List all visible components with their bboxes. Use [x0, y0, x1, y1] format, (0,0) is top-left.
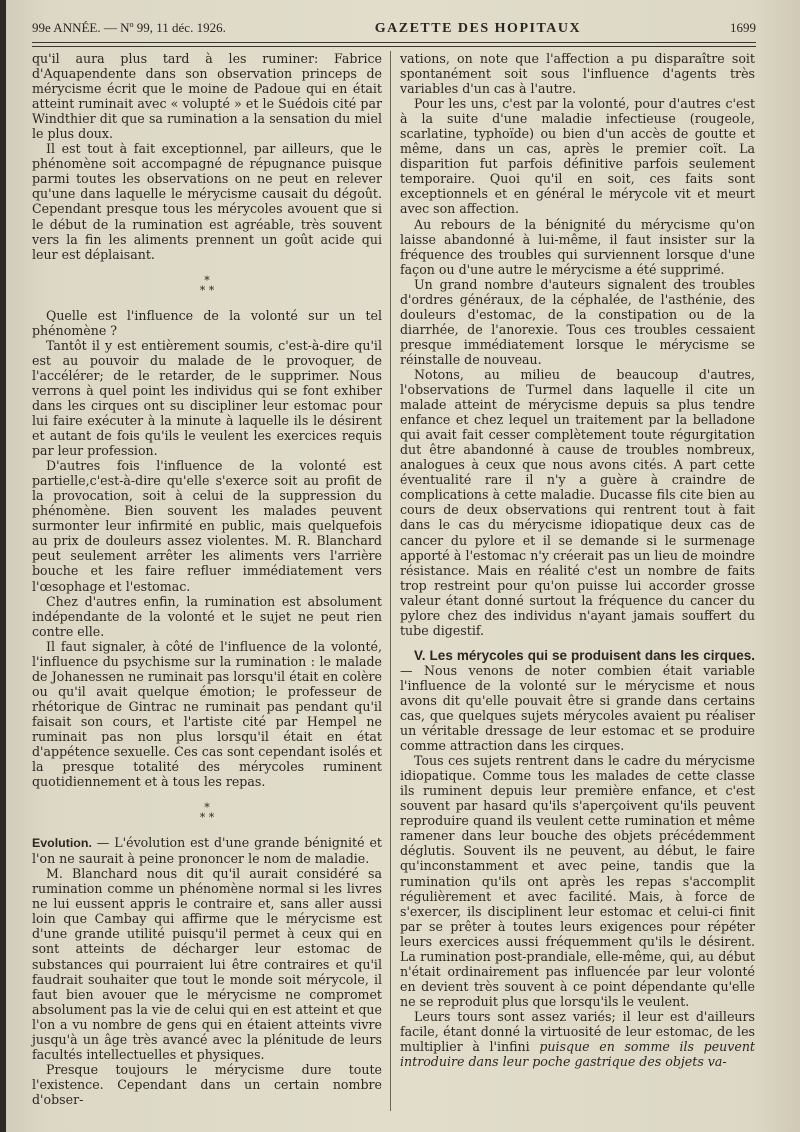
paragraph: D'autres fois l'influence de la volonté est partielle,c'est-à-dire qu'elle s'exerce soit au profit de la provocation, soit à celui de la suppression du phénomène. Bien souvent les malades peuvent surmonter leur infirmité en public, mais quelquefois au prix de douleurs assez violentes. M. R. Blanchard peut seulement arrêter les aliments vers l'arrière bouche et les faire refluer immédiatement vers l'œsophage et l'estomac.: [32, 458, 382, 594]
paragraph: M. Blanchard nous dit qu'il aurait considéré sa rumination comme un phénomène normal si les livres ne lui eussent appris le contraire et, sans aller aussi loin que Cambay qui affirme que le mérycisme est d'une grande utilité puisqu'il permet à ceux qui en sont atteints de décharger leur estomac de substances qui pourraient lui être contraires et qu'il faudrait souhaiter que tout le monde soit mérycole, il faut bien avouer que le mérycisme ne compromet absolument pas la vie de celui qui en est atteint et que l'on a vu nombre de gens qui en étaient atteints vivre jusqu'à un âge très avancé avec la plénitude de leurs facultés intellectuelles et physiques.: [32, 866, 382, 1062]
left-column: [32, 51, 391, 1111]
issue-info: 99e ANNÉE. — Nº 99, 11 déc. 1926.: [32, 20, 226, 35]
paragraph-evolution: Evolution. — L'évolution est d'une grande bénignité et l'on ne saurait à peine prononcer le nom de maladie.: [32, 835, 382, 867]
paragraph: Presque toujours le mérycisme dure toute l'existence. Cependant dans un certain nombre d'obser-: [32, 1061, 382, 1107]
section-separator: * * *: [199, 273, 215, 297]
paragraph: Pour les uns, c'est par la volonté, pour d'autres c'est à la suite d'une maladie infectieuse (rougeole, scarlatine, typhoïde) ou bien d'un accès de goutte et même, dans un cas, après le premier coït. La disparition fut parfois définitive parfois seulement temporaire. Quoi qu'il en soit, ces faits sont exceptionnels et en général le mérycole vit et meurt avec son affection.: [400, 96, 755, 217]
paragraph: Leurs tours sont assez variés; il leur est d'ailleurs facile, étant donné la virtuosité de leur estomac, de les multiplier à l'infini puisque en somme ils peuvent introduire dans leur poche gastrique des objets va-: [400, 1008, 755, 1070]
paragraph: Tantôt il y est entièrement soumis, c'est-à-dire qu'il est au pouvoir du malade de le provoquer, de l'accélérer; de le retarder, de le supprimer. Nous verrons à quel point les individus qui se font exhiber dans les cirques ont su discipliner leur estomac pour lui faire exécuter à la minute à laquelle ils le désirent et autant de fois qu'ils le veulent les exercices requis par leur profession.: [32, 337, 382, 459]
page-number: 1699: [729, 20, 756, 35]
running-head: [32, 20, 756, 43]
paragraph: Chez d'autres enfin, la rumination est absolument indépendante de la volonté et le sujet ne peut rien contre elle.: [32, 593, 382, 639]
paragraph: qu'il aura plus tard à les ruminer: Fabrice d'Aquapendente dans son observation princeps de mérycisme écrit que le moine de Padoue qui en était atteint ruminait avec « volupté » et le Suédois cité par Windthier dit que sa rumination a la sensation du miel le plus doux.: [32, 51, 382, 142]
paragraph: Un grand nombre d'auteurs signalent des troubles d'ordres généraux, de la céphalée, de l'asthénie, des douleurs d'estomac, de la constipation ou de la diarrhée, de l'anorexie. Tous ces troubles cessaient presque immédiatement lorsque le mérycisme se réinstalle de nouveau.: [400, 276, 755, 367]
run-in-heading: Evolution.: [32, 836, 92, 851]
section-heading: V. Les mérycoles qui se produisent dans les cirques.: [414, 647, 755, 663]
paragraph: Tous ces sujets rentrent dans le cadre du mérycisme idiopatique. Comme tous les malades de cette classe ils ruminent depuis leur première enfance, et c'est souvent par hasard qu'ils s'aperçoivent qu'ils peuvent reproduire quand ils veulent cette rumination et même ramener dans leur bouche des objets précédemment déglutis. Souvent ils ne peuvent, au début, le faire qu'inconstamment et avec peine, tandis que la rumination qu'ils ont après les repas s'accomplit régulièrement et avec facilité. Mais, à force de s'exercer, ils disciplinent leur estomac et celui-ci finit par se prêter à toutes leurs exigences pour répéter leurs exercices aussi fréquemment qu'ils le désirent. La rumination post-prandiale, elle-même, qui, au début n'était ordinairement pas influencée par leur volonté en devient très souvent à ce point dépendante qu'elle ne se reproduit plus que lorsqu'ils le veulent.: [400, 753, 755, 1009]
paragraph-section-v: V. Les mérycoles qui se produisent dans les cirques. — Nous venons de noter combien était variable l'influence de la volonté sur le mérycisme et nous avons dit qu'elle pouvait être si grande dans certains cas, que quelques sujets mérycoles avaient pu réaliser un véritable dressage de leur estomac et se produire comme attraction dans les cirques.: [400, 647, 755, 754]
journal-title: GAZETTE DES HOPITAUX: [374, 21, 582, 36]
paragraph: Il faut signaler, à côté de l'influence de la volonté, l'influence du psychisme sur la rumination : le malade de Johanessen ne ruminait pas lorsqu'il était en colère ou qu'il avait quelque émotion; le professeur de rhétorique de Gintrac ne ruminait pas pendant qu'il faisait son cours, et l'artiste cité par Hempel ne ruminait pas non plus lorsqu'il était en état d'appétence sexuelle. Ces cas sont cependant isolés et la presque totalité des mérycoles ruminent quotidiennement et à tous les repas.: [32, 638, 382, 790]
header-rule: [32, 43, 756, 47]
spacer: [400, 638, 755, 648]
section-separator: * * *: [199, 801, 215, 825]
text-columns: [32, 51, 756, 1111]
binding-edge: [0, 0, 6, 1132]
paragraph: Quelle est l'influence de la volonté sur un tel phénomène ?: [32, 307, 382, 338]
paragraph: Il est tout à fait exceptionnel, par ailleurs, que le phénomène soit accompagné de répugnance puisque parmi toutes les observations on ne peut en relever qu'une dans laquelle le mérycisme causait du dégoût. Cependant presque tous les mérycoles avouent que si le début de la rumination est agréable, très souvent vers la fin les aliments prennent un goût acide qui leur est déplaisant.: [32, 141, 382, 262]
paragraph: vations, on note que l'affection a pu disparaître soit spontanément soit sous l'influence d'agents très variables d'un cas à l'autre.: [400, 51, 755, 97]
italic-text: puisque en somme ils peuvent introduire dans leur poche gastrique des objets va-: [400, 1039, 755, 1070]
paragraph: Notons, au milieu de beaucoup d'autres, l'observations de Turmel dans laquelle il cite un malade atteint de mérycisme depuis sa plus tendre enfance et chez lequel un traitement par la belladone qui avait fait cesser complètement toute régurgitation dut être abandonné à cause de troubles nombreux, analogues à ceux que nous avons cités. A part cette éventualité rare il n'y a guère à craindre de complications à cette maladie. Ducasse fils cite bien au cours de deux observations qui rentrent tout à fait dans le cas du mérycisme idiopatique deux cas de cancer du pylore et il se demande si le surmenage apporté à l'estomac n'y créerait pas un lieu de moindre résistance. Mais en réalité c'est un nombre de faits trop restreint pour qu'on puisse lui accorder grosse valeur étant donné surtout la fréquence du cancer du pylore chez des individus n'ayant jamais souffert du tube digestif.: [400, 366, 755, 638]
paragraph: Au rebours de la bénignité du mérycisme qu'on laisse abandonné à lui-même, il faut insister sur la fréquence des troubles qui surviennent lorsque d'une façon ou d'une autre le mérycisme a été supprimé.: [400, 216, 755, 277]
right-column: [391, 51, 755, 1111]
